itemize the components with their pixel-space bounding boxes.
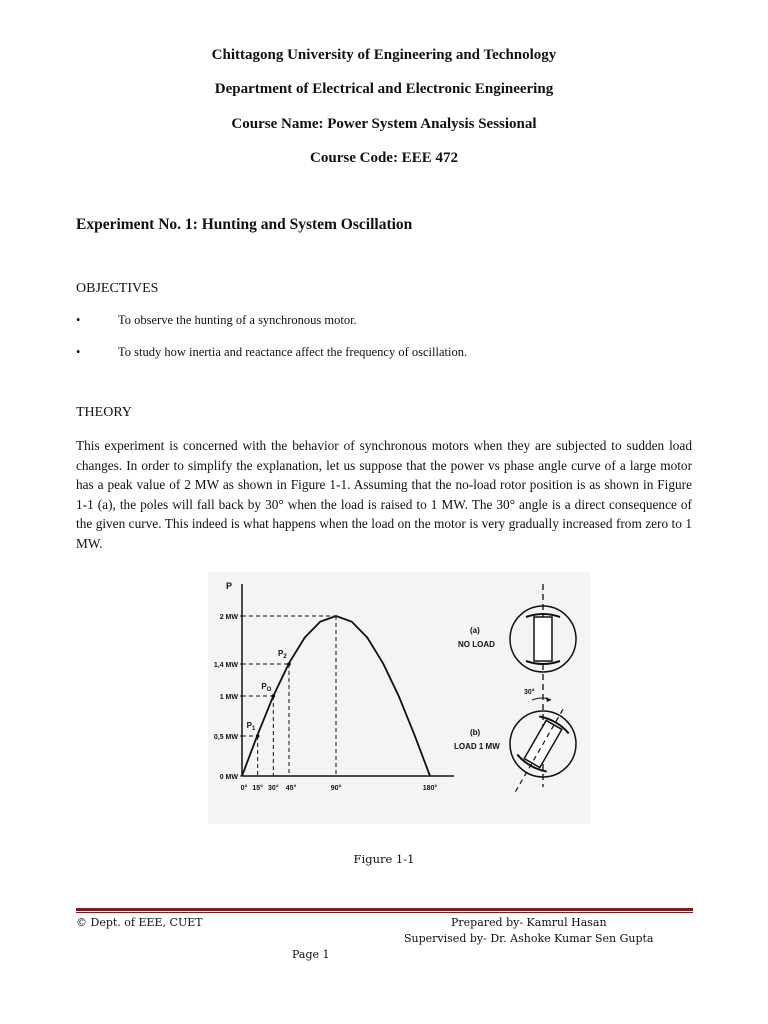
marked-point	[287, 662, 291, 666]
marked-point	[256, 734, 260, 738]
experiment-title: Experiment No. 1: Hunting and System Oscillation	[76, 216, 413, 233]
x-tick-label: 0°	[240, 785, 248, 792]
theory-paragraph: This experiment is concerned with the behavior of synchronous motors when they are subjected to sudden load changes. In order to simplify the explanation, let us suppose that the power vs phase angle curve of a large motor has a peak value of 2 MW as shown in Figure 1-1. Assuming that the no-load rotor position is as shown in Figure 1-1 (a), the poles will fall back by 30° when the load is raised to 1 MW. The 30° angle is a direct consequence of the given curve. This indeed is what happens when the load on the motor is very gradually increased from zero to 1 MW.	[76, 438, 692, 551]
footer-divider-thick	[76, 908, 693, 911]
footer-divider-thin	[76, 912, 693, 913]
x-tick-label: 15°	[252, 785, 263, 792]
y-tick-label: 1,4 MW	[213, 662, 238, 669]
figure-svg	[208, 572, 590, 824]
objective-text: To study how inertia and reactance affect the frequency of oscillation.	[118, 345, 468, 359]
x-tick-label: 30°	[268, 785, 279, 792]
university-name: Chittagong University of Engineering and Technology	[211, 47, 557, 63]
objectives-heading: OBJECTIVES	[76, 281, 159, 296]
y-axis-label: P	[226, 581, 233, 591]
department-name: Department of Electrical and Electronic Engineering	[214, 81, 554, 97]
course-name: Course Name: Power System Analysis Sessional	[231, 116, 537, 132]
bullet-symbol: •	[76, 313, 81, 327]
footer-supervised-by: Supervised by- Dr. Ashoke Kumar Sen Gupta	[404, 932, 654, 945]
footer-copyright: © Dept. of EEE, CUET	[76, 916, 203, 929]
objective-text: To observe the hunting of a synchronous motor.	[118, 313, 357, 327]
panel-a-letter: (a)	[470, 626, 480, 635]
point-label: $P_O$	[261, 682, 272, 693]
rotor-body	[534, 617, 552, 661]
x-tick-label: 90°	[330, 785, 342, 792]
figure-caption: Figure 1-1	[353, 852, 415, 866]
point-label: $P_1$	[246, 721, 256, 732]
objective-item	[76, 345, 468, 360]
marked-point	[272, 694, 276, 698]
y-tick-label: 0 MW	[219, 774, 238, 781]
y-tick-label: 0,5 MW	[213, 734, 238, 741]
panel-b-label: LOAD 1 MW	[454, 742, 500, 751]
figure-1-1	[208, 572, 590, 824]
bullet-symbol: •	[76, 345, 81, 359]
point-label: $P_2$	[278, 649, 287, 660]
y-tick-label: 2 MW	[219, 614, 238, 621]
angle-label: 30°	[524, 689, 535, 696]
theory-heading: THEORY	[76, 405, 132, 420]
x-tick-label: 45°	[285, 785, 297, 792]
panel-b-letter: (b)	[470, 728, 481, 737]
x-tick-label: 180°	[422, 785, 438, 792]
page-number: Page 1	[292, 948, 330, 961]
y-tick-label: 1 MW	[219, 694, 238, 701]
footer-prepared-by: Prepared by- Kamrul Hasan	[451, 916, 607, 929]
objective-item	[76, 313, 357, 328]
panel-a-label: NO LOAD	[458, 640, 495, 649]
course-code: Course Code: EEE 472	[310, 150, 458, 166]
footer-divider	[76, 908, 693, 914]
